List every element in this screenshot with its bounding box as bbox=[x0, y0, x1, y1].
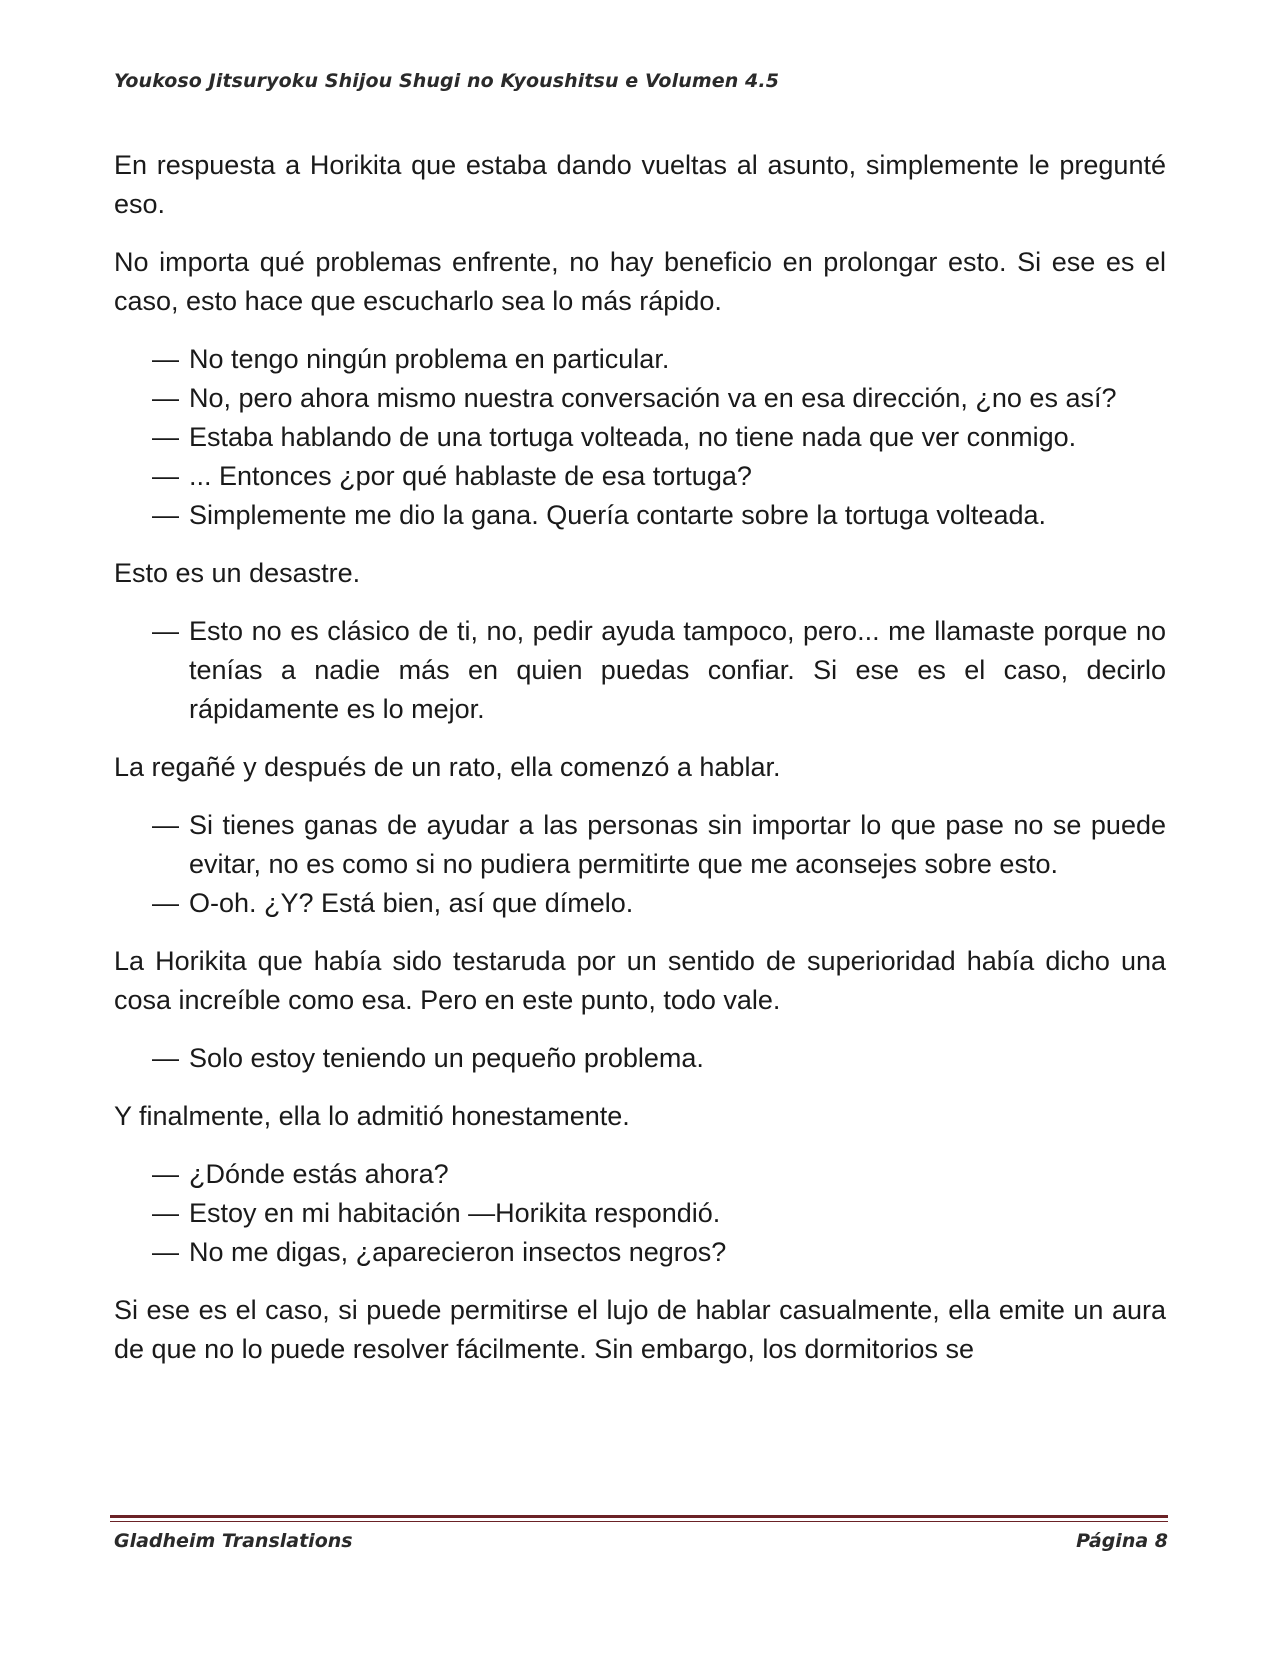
dialogue-text: Simplemente me dio la gana. Quería contarte sobre la tortuga volteada. bbox=[189, 500, 1046, 530]
dialogue-text: Estoy en mi habitación —Horikita respondió. bbox=[189, 1198, 721, 1228]
dialogue-text: Estaba hablando de una tortuga volteada, no tiene nada que ver conmigo. bbox=[189, 422, 1077, 452]
dialogue-line bbox=[114, 379, 1166, 418]
dialogue-text: ... Entonces ¿por qué hablaste de esa tortuga? bbox=[189, 461, 752, 491]
dialogue-line bbox=[114, 1194, 1166, 1233]
dialogue-text: Esto no es clásico de ti, no, pedir ayuda tampoco, pero... me llamaste porque no tenías a nadie más en quien puedas confiar. Si ese es el caso, decirlo rápidamente es lo mejor. bbox=[189, 616, 1166, 724]
dialogue-line bbox=[114, 457, 1166, 496]
em-dash: — bbox=[152, 461, 179, 491]
dialogue-line bbox=[114, 612, 1166, 729]
dialogue-block bbox=[114, 1039, 1166, 1078]
dialogue-text: No tengo ningún problema en particular. bbox=[189, 344, 670, 374]
dialogue-block bbox=[114, 340, 1166, 535]
page-number: Página 8 bbox=[1076, 1530, 1168, 1552]
dialogue-block bbox=[114, 1155, 1166, 1272]
paragraph: La Horikita que había sido testaruda por un sentido de superioridad había dicho una cosa increíble como esa. Pero en este punto, todo vale. bbox=[114, 946, 1166, 1015]
dialogue-line bbox=[114, 418, 1166, 457]
dialogue-text: O-oh. ¿Y? Está bien, así que dímelo. bbox=[189, 888, 634, 918]
page-body bbox=[114, 146, 1166, 1388]
em-dash: — bbox=[152, 810, 179, 840]
dialogue-line bbox=[114, 1039, 1166, 1078]
em-dash: — bbox=[152, 383, 179, 413]
dialogue-line bbox=[114, 806, 1166, 884]
em-dash: — bbox=[152, 1159, 179, 1189]
dialogue-text: Solo estoy teniendo un pequeño problema. bbox=[189, 1043, 704, 1073]
dialogue-text: ¿Dónde estás ahora? bbox=[189, 1159, 449, 1189]
em-dash: — bbox=[152, 1043, 179, 1073]
dialogue-block bbox=[114, 612, 1166, 729]
dialogue-block bbox=[114, 806, 1166, 923]
dialogue-text: No me digas, ¿aparecieron insectos negros? bbox=[189, 1237, 727, 1267]
em-dash: — bbox=[152, 344, 179, 374]
dialogue-line bbox=[114, 1233, 1166, 1272]
paragraph: Si ese es el caso, si puede permitirse el lujo de hablar casualmente, ella emite un aura de que no lo puede resolver fácilmente. Sin embargo, los dormitorios se bbox=[114, 1295, 1166, 1364]
dialogue-line bbox=[114, 1155, 1166, 1194]
em-dash: — bbox=[152, 1198, 179, 1228]
dialogue-text: No, pero ahora mismo nuestra conversación va en esa dirección, ¿no es así? bbox=[189, 383, 1117, 413]
dialogue-line bbox=[114, 496, 1166, 535]
paragraph: En respuesta a Horikita que estaba dando vueltas al asunto, simplemente le pregunté eso. bbox=[114, 150, 1166, 219]
paragraph: Esto es un desastre. bbox=[114, 558, 361, 588]
footer-divider bbox=[110, 1515, 1168, 1522]
em-dash: — bbox=[152, 500, 179, 530]
em-dash: — bbox=[152, 1237, 179, 1267]
dialogue-line bbox=[114, 340, 1166, 379]
em-dash: — bbox=[152, 422, 179, 452]
running-header: Youkoso Jitsuryoku Shijou Shugi no Kyoushitsu e Volumen 4.5 bbox=[114, 70, 780, 92]
em-dash: — bbox=[152, 888, 179, 918]
footer-publisher: Gladheim Translations bbox=[114, 1530, 353, 1552]
paragraph: La regañé y después de un rato, ella comenzó a hablar. bbox=[114, 752, 781, 782]
paragraph: Y finalmente, ella lo admitió honestamente. bbox=[114, 1101, 630, 1131]
dialogue-line bbox=[114, 884, 1166, 923]
paragraph: No importa qué problemas enfrente, no hay beneficio en prolongar esto. Si ese es el caso, esto hace que escucharlo sea lo más rápido. bbox=[114, 247, 1166, 316]
dialogue-text: Si tienes ganas de ayudar a las personas sin importar lo que pase no se puede evitar, no es como si no pudiera permitirte que me aconsejes sobre esto. bbox=[189, 810, 1166, 879]
em-dash: — bbox=[152, 616, 179, 646]
